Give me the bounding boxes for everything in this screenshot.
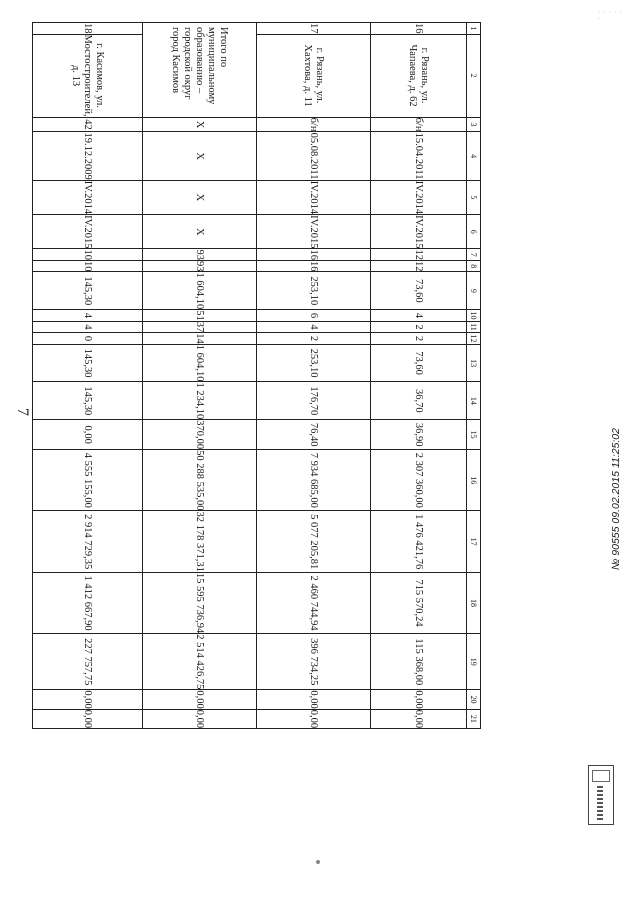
row-index: 17 [257,23,371,35]
table-cell: 0,00 [371,690,467,709]
header-number-row [467,23,481,729]
column-number: 20 [467,690,481,709]
registration-code: № 90555 09.02.2015 11:25:02 [610,428,622,570]
address-cell: г. Касимов, ул. Мостостроителей, д. 13 [33,34,143,117]
table-cell: 32 178 371,31 [143,511,257,572]
table-cell: 16 [257,260,371,272]
column-number: 5 [467,180,481,214]
scan-dot [316,860,320,864]
column-number: 8 [467,260,481,272]
column-number: 13 [467,344,481,382]
column-number: 6 [467,215,481,249]
table-cell: IV.2015 [257,215,371,249]
table-cell: 1 476 421,76 [371,511,467,572]
table-cell: б/н [257,117,371,132]
table-cell: 36,70 [371,382,467,420]
column-number: 14 [467,382,481,420]
table-cell: 0,00 [143,690,257,709]
table-cell: 50 288 535,00 [143,450,257,511]
table-cell: X [143,117,257,132]
table-cell: 4 [33,310,143,322]
table-row [33,23,143,729]
column-number: 17 [467,511,481,572]
total-row [143,23,257,729]
table-cell: 145,30 [33,344,143,382]
top-corner-mark: · · · · · · [598,10,623,22]
table-cell: 253,10 [257,344,371,382]
table-cell: 5 077 205,81 [257,511,371,572]
table-cell: 715 570,24 [371,572,467,633]
register-table [32,22,481,729]
table-cell: 76,40 [257,420,371,450]
table-cell: 0,00 [257,690,371,709]
table-cell: 1 604,10 [143,344,257,382]
column-number: 7 [467,249,481,261]
column-number: 11 [467,321,481,333]
table-cell: 2 514 426,75 [143,634,257,690]
column-number: 21 [467,709,481,728]
date-cell: 19.12.2009 [33,132,143,180]
table-cell: 51 [143,310,257,322]
column-number: 1 [467,23,481,35]
table-cell: 6 [257,310,371,322]
row-index: 18 [33,23,143,35]
table-cell: IV.2015 [371,215,467,249]
address-cell: г. Рязань, ул. Чапаева, д. 62 [371,34,467,117]
table-row [257,23,371,729]
table-cell: 42 [33,117,143,132]
table-cell: 2 307 360,00 [371,450,467,511]
table-cell: 37 [143,321,257,333]
total-label: Итого по муниципальному образованию – городской округ город Касимов [143,23,257,118]
table-cell: 1 234,10 [143,382,257,420]
stamp-icon [588,765,614,825]
stamp-emblem-icon [592,770,610,782]
table-cell: 0,00 [33,709,143,728]
table-cell: б/н [371,117,467,132]
table-cell: 12 [371,249,467,261]
table-cell: 370,00 [143,420,257,450]
table-cell: 93 [143,249,257,261]
row-index: 16 [371,23,467,35]
table-cell: 14 [143,333,257,345]
table-cell: X [143,132,257,180]
table-cell: 16 [257,249,371,261]
table-cell: 4 [371,310,467,322]
table-cell: 2 914 729,35 [33,511,143,572]
table-cell: 0,00 [371,709,467,728]
table-cell: 176,70 [257,382,371,420]
column-number: 15 [467,420,481,450]
column-number: 9 [467,272,481,310]
table-cell: 73,60 [371,344,467,382]
stamp-barcode-icon [597,784,603,820]
table-cell: 2 460 744,94 [257,572,371,633]
table-cell: 253,10 [257,272,371,310]
column-number: 16 [467,450,481,511]
table-cell: 115 368,00 [371,634,467,690]
date-cell: 05.08.2011 [257,132,371,180]
table-cell: 2 [371,333,467,345]
register-table-rotated [32,22,481,729]
address-cell: г. Рязань, ул. Хахтова, д. 11 [257,34,371,117]
table-cell: 4 [33,321,143,333]
table-cell: IV.2015 [33,215,143,249]
table-cell: 145,30 [33,272,143,310]
table-cell: 1 604,10 [143,272,257,310]
table-cell: 10 [33,249,143,261]
table-cell: 36,90 [371,420,467,450]
table-cell: 0,00 [257,709,371,728]
table-cell: 0,00 [143,709,257,728]
table-cell: X [143,180,257,214]
table-cell: 4 555 155,00 [33,450,143,511]
table-cell: 7 934 685,00 [257,450,371,511]
column-number: 2 [467,34,481,117]
table-cell: 0,00 [33,690,143,709]
table-cell: 0 [33,333,143,345]
date-cell: 15.04.2011 [371,132,467,180]
column-number: 12 [467,333,481,345]
table-cell: 0,00 [33,420,143,450]
table-cell: 10 [33,260,143,272]
table-cell: 396 734,25 [257,634,371,690]
table-cell: 15 595 736,94 [143,572,257,633]
column-number: 4 [467,132,481,180]
table-cell: 145,30 [33,382,143,420]
column-number: 19 [467,634,481,690]
table-cell: IV.2014 [257,180,371,214]
table-cell: 93 [143,260,257,272]
table-row [371,23,467,729]
table-cell: IV.2014 [33,180,143,214]
table-cell: 73,60 [371,272,467,310]
table-cell: IV.2014 [371,180,467,214]
table-cell: 1 412 667,90 [33,572,143,633]
column-number: 10 [467,310,481,322]
table-cell: 12 [371,260,467,272]
table-cell: X [143,215,257,249]
table-cell: 2 [371,321,467,333]
column-number: 18 [467,572,481,633]
table-cell: 227 757,75 [33,634,143,690]
table-cell: 4 [257,321,371,333]
page-number: 7 [14,408,31,416]
column-number: 3 [467,117,481,132]
table-cell: 2 [257,333,371,345]
